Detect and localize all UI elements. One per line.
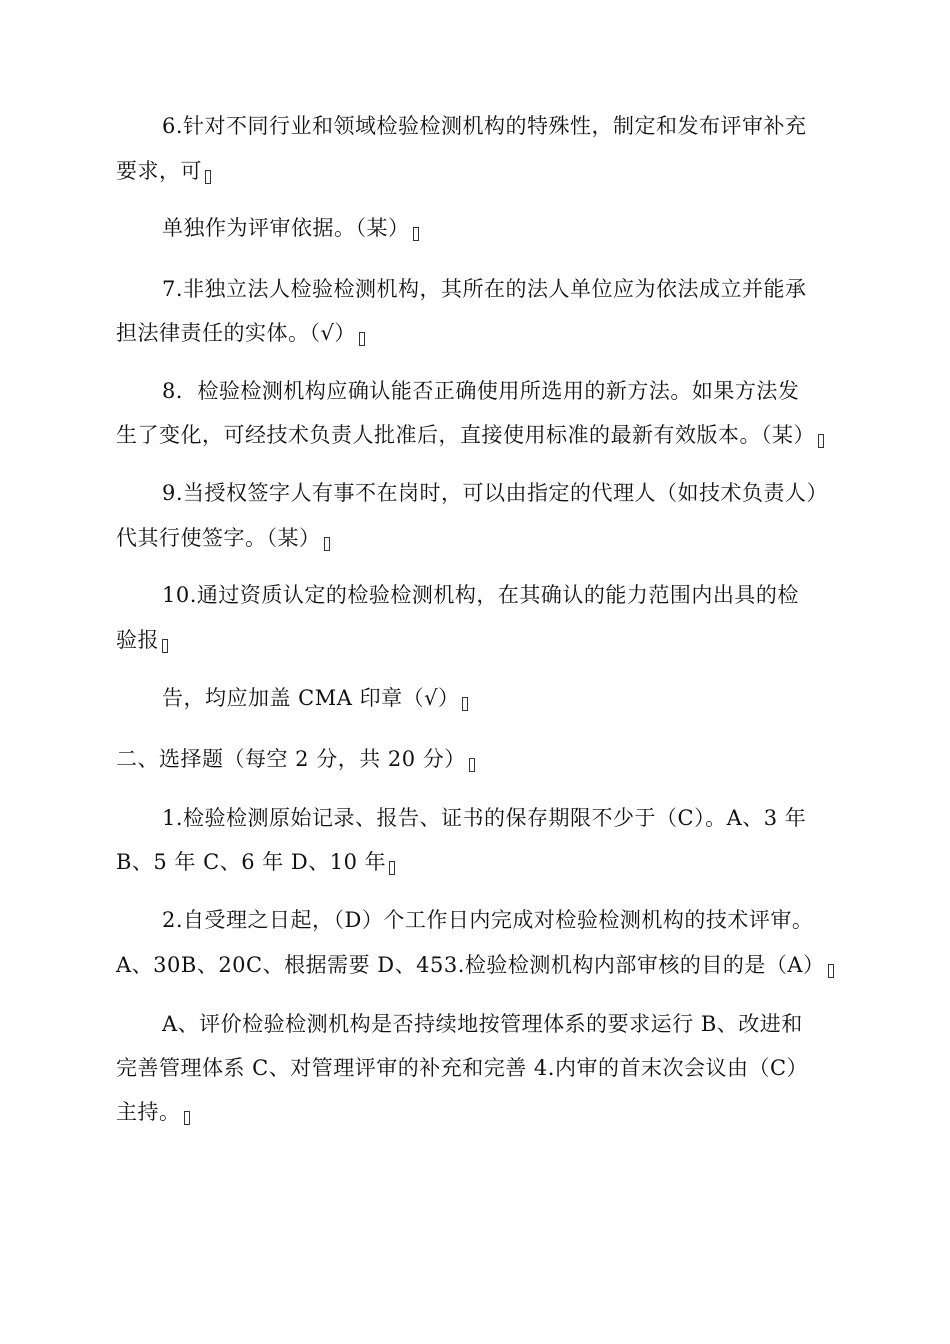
text: 验报 <box>116 628 159 652</box>
paragraph-mark-icon <box>462 697 468 711</box>
paragraph-mark-icon <box>828 964 834 978</box>
text: 10.通过资质认定的检验检测机构，在其确认的能力范围内出具的检 <box>162 583 799 607</box>
text: 告，均应加盖 CMA 印章（√） <box>162 686 460 710</box>
paragraph-mark-icon <box>413 227 419 241</box>
text: 2.自受理之日起，（D）个工作日内完成对检验检测机构的技术评审。 <box>162 908 814 932</box>
paragraph-mark-icon <box>359 332 365 346</box>
options-line-3 <box>116 1099 190 1125</box>
question-1-line-2 <box>116 849 395 875</box>
text: B、5 年 C、6 年 D、10 年 <box>116 850 387 874</box>
options-line-2 <box>116 1055 808 1081</box>
text: 生了变化，可经技术负责人批准后，直接使用标准的最新有效版本。（某） <box>116 423 815 447</box>
paragraph-mark-icon <box>162 639 168 653</box>
question-2-line-2 <box>116 952 834 978</box>
paragraph-8-line-1 <box>162 378 799 404</box>
paragraph-8-line-2 <box>116 422 824 448</box>
section-heading-choice <box>116 746 475 772</box>
paragraph-9-line-2 <box>116 525 330 551</box>
text: A、30B、20C、根据需要 D、453.检验检测机构内部审核的目的是（A） <box>116 953 825 977</box>
text: A、评价检验检测机构是否持续地按管理体系的要求运行 B、改进和 <box>162 1012 803 1036</box>
text: 主持。 <box>116 1100 181 1124</box>
text: 9.当授权签字人有事不在岗时，可以由指定的代理人（如技术负责人） <box>162 481 829 505</box>
options-line-1 <box>162 1011 803 1037</box>
paragraph-mark-icon <box>389 861 395 875</box>
paragraph-mark-icon <box>184 1111 190 1125</box>
text: 要求，可 <box>116 159 202 183</box>
text: 1.检验检测原始记录、报告、证书的保存期限不少于（C）。A、3 年 <box>162 806 807 830</box>
paragraph-7-line-2 <box>116 320 365 346</box>
paragraph-6-line-3 <box>162 215 419 241</box>
paragraph-6-line-2 <box>116 158 211 184</box>
paragraph-9-line-1 <box>162 480 828 506</box>
question-2-line-1 <box>162 907 813 933</box>
text: 代其行使签字。（某） <box>116 526 321 550</box>
paragraph-7-line-1 <box>162 276 807 302</box>
paragraph-mark-icon <box>469 758 475 772</box>
paragraph-mark-icon <box>205 170 211 184</box>
text: 8．检验检测机构应确认能否正确使用所选用的新方法。如果方法发 <box>162 379 800 403</box>
text: 7.非独立法人检验检测机构，其所在的法人单位应为依法成立并能承 <box>162 277 807 301</box>
text: 6.针对不同行业和领域检验检测机构的特殊性，制定和发布评审补充 <box>162 114 807 138</box>
text: 单独作为评审依据。（某） <box>162 216 410 240</box>
paragraph-10-line-2 <box>116 627 168 653</box>
text: 二、选择题（每空 2 分，共 20 分） <box>116 747 466 771</box>
question-1-line-1 <box>162 805 806 831</box>
text: 担法律责任的实体。（√） <box>116 321 356 345</box>
paragraph-10-line-3 <box>162 685 468 711</box>
paragraph-10-line-1 <box>162 582 799 608</box>
text: 完善管理体系 C、对管理评审的补充和完善 4.内审的首末次会议由（C） <box>116 1056 809 1080</box>
paragraph-mark-icon <box>818 434 824 448</box>
paragraph-6-line-1 <box>162 113 807 139</box>
paragraph-mark-icon <box>324 537 330 551</box>
